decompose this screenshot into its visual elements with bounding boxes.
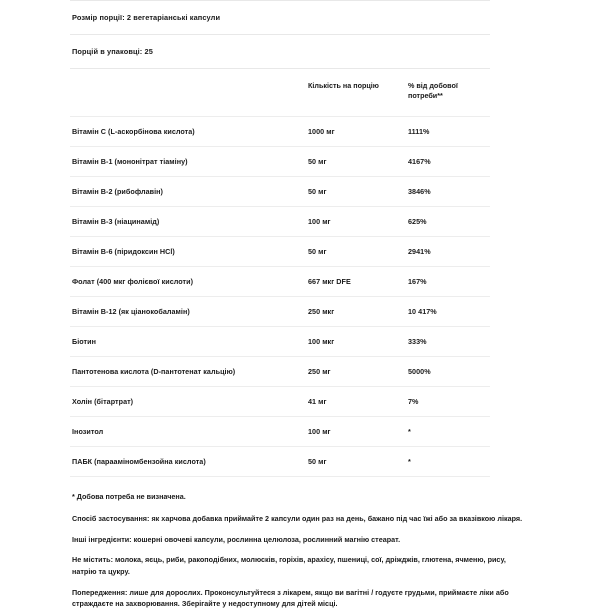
cell-daily-value: 10 417% <box>408 307 437 316</box>
info-paragraph: Спосіб застосування: як харчова добавка приймайте 2 капсули один раз на день, бажано під час їжі або за вказівкою лікаря. <box>72 514 523 523</box>
cell-daily-value: 333% <box>408 337 427 346</box>
cell-daily-value: 5000% <box>408 367 431 376</box>
cell-nutrient-name: Вітамін B-2 (рибофлавін) <box>72 187 163 196</box>
table-row <box>70 236 490 266</box>
table-row <box>70 326 490 356</box>
cell-daily-value: 4167% <box>408 157 431 166</box>
cell-daily-value: 167% <box>408 277 427 286</box>
cell-nutrient-name: Фолат (400 мкг фолієвої кислоти) <box>72 277 194 286</box>
cell-amount-per-serving: 100 мг <box>308 217 331 226</box>
nutrient-rows <box>70 116 490 476</box>
table-row <box>70 146 490 176</box>
servings-per-container-row <box>70 34 490 68</box>
cell-nutrient-name: Пантотенова кислота (D-пантотенат кальцію) <box>72 367 236 376</box>
info-paragraph: Не містить: молока, яєць, риби, ракоподібних, молюсків, горіхів, арахісу, пшениці, сої, дріжджів, глютена, ячменю, рису, натрію та цукру. <box>72 555 506 576</box>
cell-nutrient-name: Інозитол <box>72 427 104 436</box>
column-header-amount-per-serving: Кількість на порцію <box>308 81 379 90</box>
cell-nutrient-name: Вітамін B-6 (піридоксин HCl) <box>72 247 175 256</box>
cell-amount-per-serving: 250 мкг <box>308 307 335 316</box>
supplement-facts-panel <box>70 0 490 501</box>
table-row <box>70 386 490 416</box>
cell-nutrient-name: Вітамін С (L-аскорбінова кислота) <box>72 127 195 136</box>
cell-amount-per-serving: 100 мг <box>308 427 331 436</box>
cell-daily-value: 1111% <box>408 127 430 136</box>
cell-daily-value: 625% <box>408 217 427 226</box>
servings-per-container-text: Порцій в упаковці: 25 <box>72 47 153 56</box>
table-row <box>70 416 490 446</box>
cell-nutrient-name: Холін (бітартрат) <box>72 397 134 406</box>
cell-amount-per-serving: 250 мг <box>308 367 331 376</box>
table-row <box>70 206 490 236</box>
cell-nutrient-name: Вітамін B-3 (ніацинамід) <box>72 217 160 226</box>
cell-amount-per-serving: 50 мг <box>308 157 327 166</box>
serving-size-row <box>70 0 490 34</box>
cell-nutrient-name: Вітамін B-12 (як ціанокобаламін) <box>72 307 190 316</box>
cell-daily-value: * <box>408 457 411 466</box>
table-bottom-divider <box>70 476 490 477</box>
info-paragraph: Інші інгредієнти: кошерні овочеві капсули, рослинна целюлоза, рослинний магнію стеарат. <box>72 534 401 544</box>
info-paragraph: Попередження: лише для дорослих. Проконсультуйтеся з лікарем, якщо ви вагітні / годуєте грудьми, приймаєте ліки або страждаєте на захворювання. Зберігайте у недоступному для дітей місці. <box>72 587 509 609</box>
column-header-daily-value: % від добової потреби** <box>408 81 458 101</box>
table-row <box>70 356 490 386</box>
cell-daily-value: * <box>408 427 411 436</box>
cell-amount-per-serving: 50 мг <box>308 187 327 196</box>
table-row <box>70 296 490 326</box>
cell-daily-value: 2941% <box>408 247 431 256</box>
information-paragraphs <box>70 513 532 610</box>
serving-size-text: Розмір порції: 2 вегетаріанські капсули <box>72 13 221 22</box>
table-row <box>70 116 490 146</box>
cell-amount-per-serving: 50 мг <box>308 457 327 466</box>
table-row <box>70 266 490 296</box>
cell-daily-value: 3846% <box>408 187 431 196</box>
cell-amount-per-serving: 100 мкг <box>308 337 335 346</box>
cell-daily-value: 7% <box>408 397 419 406</box>
cell-amount-per-serving: 41 мг <box>308 397 327 406</box>
table-header-row <box>70 68 490 116</box>
cell-amount-per-serving: 1000 мг <box>308 127 335 136</box>
cell-amount-per-serving: 50 мг <box>308 247 327 256</box>
table-row <box>70 446 490 476</box>
daily-value-footnote: * Добова потреба не визначена. <box>72 492 186 501</box>
cell-nutrient-name: Біотин <box>72 337 96 346</box>
cell-nutrient-name: ПАБК (парааміномбензойна кислота) <box>72 457 206 466</box>
cell-amount-per-serving: 667 мкг DFE <box>308 277 351 286</box>
table-row <box>70 176 490 206</box>
cell-nutrient-name: Вітамін B-1 (мононітрат тіаміну) <box>72 157 188 166</box>
